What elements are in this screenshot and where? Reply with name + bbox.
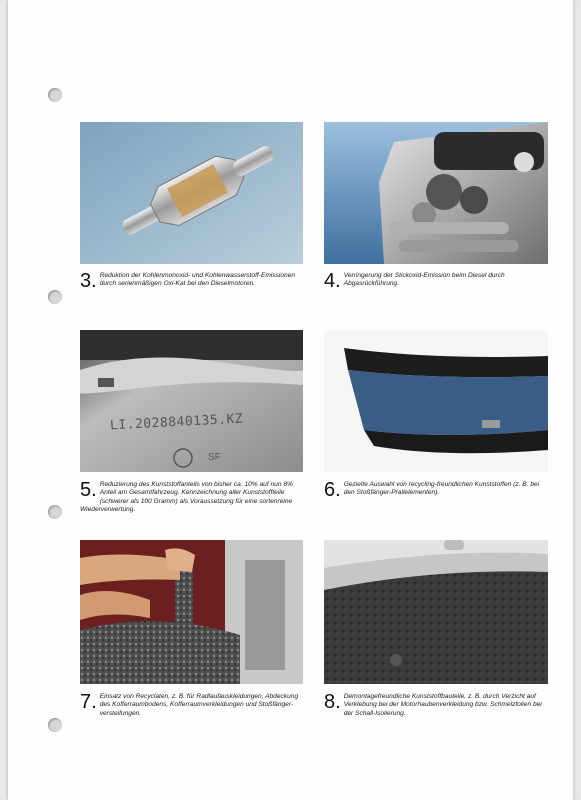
caption-number: 7 . (80, 693, 97, 711)
binder-hole (48, 290, 62, 304)
photo-recyclate (80, 540, 303, 684)
caption-6 (324, 481, 549, 499)
caption-5 (80, 481, 305, 515)
caption-number: 3 . (80, 272, 97, 290)
binder-hole (48, 718, 62, 732)
caption-number: 8 . (324, 693, 341, 711)
caption-3 (80, 272, 305, 290)
brochure-page (8, 0, 573, 800)
caption-text: Gezielte Auswahl von recycling-freundlichen Kunststoffen (z. B. bei den Stoßfänger-Prallelementen). (343, 481, 540, 497)
caption-text: Reduzierung des Kunststoffanteils von bisher ca. 10% auf nun 8% Anteil am Gesamtfahrzeug. Kennzeichnung aller Kunststoffteile (schwerer als 100 Gramm) als Voraussetzung für eine sortenreine Wiederverwertung. (80, 481, 293, 514)
caption-text: Verringerung der Stickoxid-Emission beim Diesel durch Abgasrückführung. (343, 272, 505, 288)
caption-number: 6 . (324, 481, 341, 499)
caption-text: Reduktion der Kohlenmonoxid- und Kohlenwasserstoff-Emissionen durch serienmäßigen Oxi-Kat bei den Dieselmotoren. (99, 272, 296, 288)
caption-7 (80, 693, 305, 718)
binder-hole (48, 505, 62, 519)
photo-hood-insulation (324, 540, 548, 684)
caption-text: Demontagefreundliche Kunststoffbauteile, z. B. durch Verzicht auf Verklebung bei der Motorhaubenverkleidung bzw. Schmelzfolien bei der Schall-Isolierung. (343, 693, 542, 717)
binder-hole (48, 88, 62, 102)
part-marking-code: LI.2028840135.KZ (109, 411, 244, 434)
caption-8 (324, 693, 549, 718)
caption-number: 4 . (324, 272, 341, 290)
photo-diesel-engine (324, 122, 548, 264)
caption-text: Einsatz von Recyclaten, z. B. für Radlaufauskleidungen, Abdeckung des Kofferraumbodens, Kofferraumverkleidungen und Stoßfänger-versteifungen. (99, 693, 299, 717)
recycle-code: SF (208, 452, 221, 463)
photo-bumper (324, 330, 548, 472)
caption-number: 5 . (80, 481, 97, 499)
caption-4 (324, 272, 549, 290)
photo-catalytic-converter (80, 122, 303, 264)
photo-plastic-marking (80, 330, 303, 472)
